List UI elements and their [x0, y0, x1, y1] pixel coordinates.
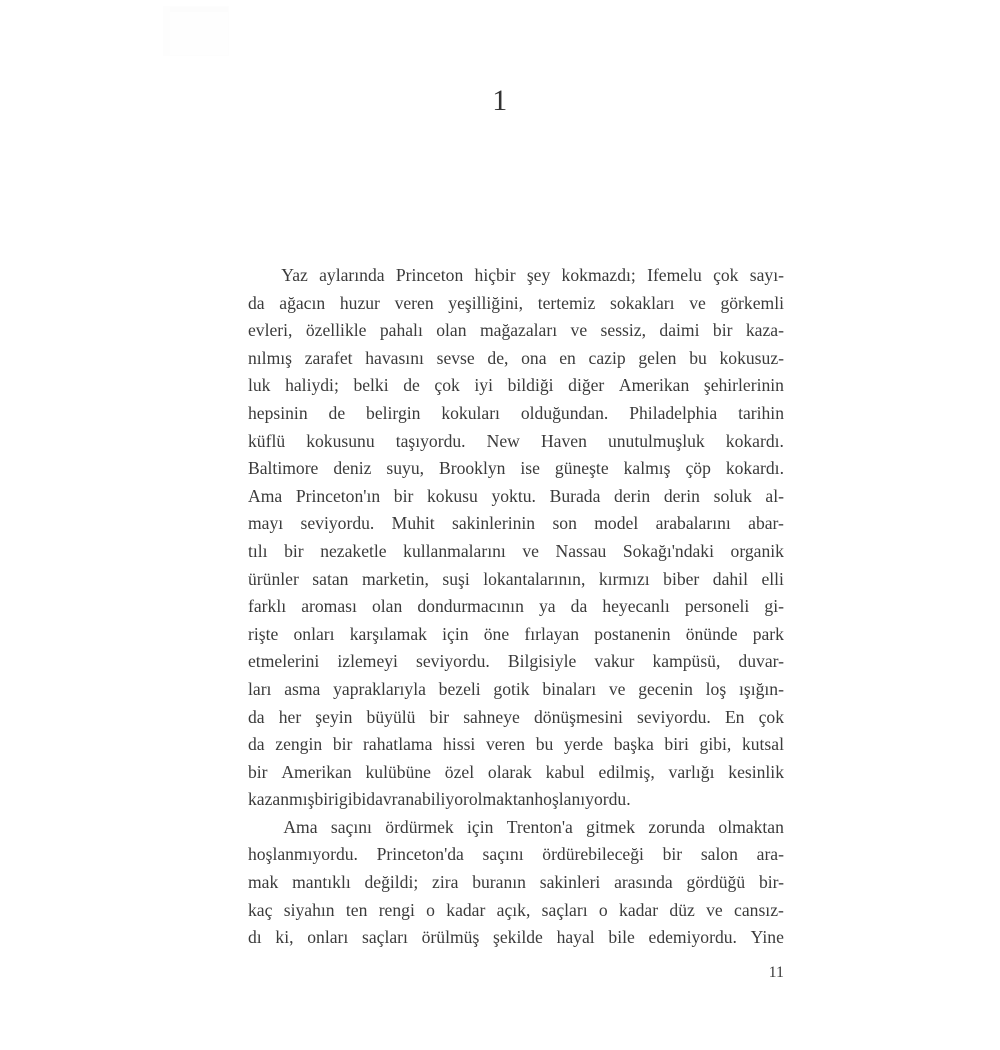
text-word: ürünler: [248, 568, 299, 589]
text-word: dondurmacının: [417, 596, 524, 617]
text-word: sevse: [436, 347, 475, 368]
text-word: park: [752, 623, 784, 644]
text-word: daimi: [659, 320, 700, 341]
text-word: kaç: [248, 899, 273, 920]
text-word: ördürmek: [385, 816, 454, 837]
text-word: biri: [664, 734, 689, 755]
text-line: [248, 317, 784, 345]
text-line: [248, 648, 784, 676]
text-word: kazanmış: [248, 789, 315, 810]
text-word: asma: [284, 678, 321, 699]
text-line: [248, 841, 784, 869]
text-word: dı: [248, 927, 262, 948]
text-word: ara-: [756, 844, 784, 865]
text-word: tılı: [248, 540, 268, 561]
text-word: bir: [712, 320, 733, 341]
text-word: düz: [669, 899, 695, 920]
text-line: [248, 290, 784, 318]
paragraph: [248, 814, 784, 952]
text-word: ya: [538, 596, 556, 617]
text-word: kadar: [619, 899, 659, 920]
text-word: postanenin: [594, 623, 671, 644]
text-word: onları: [293, 623, 335, 644]
text-word: şey: [526, 265, 551, 285]
text-word: iyi: [474, 375, 493, 396]
text-word: ona: [521, 347, 547, 368]
text-word: bir: [662, 844, 683, 865]
text-line: [248, 262, 784, 290]
text-word: Amerikan: [281, 761, 352, 782]
text-word: heyecanlı: [602, 596, 670, 617]
text-word: özel: [444, 761, 475, 782]
text-word: rişte: [248, 623, 279, 644]
text-word: bu: [535, 734, 554, 755]
text-word: sessiz,: [600, 320, 646, 341]
text-word: kırmızı: [598, 568, 650, 589]
text-word: Yine: [750, 927, 784, 948]
text-word: organik: [730, 540, 784, 561]
text-word: olan: [436, 320, 467, 341]
text-word: unutulmuşluk: [607, 430, 705, 451]
text-word: bir-: [758, 872, 784, 893]
text-word: ve: [608, 678, 626, 699]
text-word: edemiyordu.: [648, 927, 737, 948]
text-word: ağacın: [279, 292, 326, 313]
text-word: gecenin: [638, 678, 693, 699]
text-word: kokusunu: [306, 430, 375, 451]
text-word: pahalı: [379, 320, 423, 341]
paragraph: [248, 262, 784, 814]
text-word: gi-: [764, 596, 784, 617]
text-word: ve: [706, 899, 723, 920]
text-word: önünde: [685, 623, 738, 644]
text-line: [248, 372, 784, 400]
text-word: deniz: [333, 458, 372, 479]
text-word: kadar: [446, 899, 486, 920]
text-word: Baltimore: [248, 458, 319, 479]
text-line: [248, 593, 784, 621]
text-word: yerde: [563, 734, 604, 755]
text-word: Brooklyn: [438, 458, 506, 479]
text-word: veren: [485, 734, 526, 755]
text-line: [248, 869, 784, 897]
text-word: En: [724, 706, 745, 727]
text-line: [248, 814, 784, 842]
text-word: Ama: [248, 485, 283, 506]
text-word: cazip: [588, 347, 626, 368]
text-line: [248, 428, 784, 456]
text-word: ördürebileceği: [542, 844, 644, 865]
text-word: suyu,: [386, 458, 425, 479]
text-word: belki: [353, 375, 389, 396]
text-word: veren: [394, 292, 434, 313]
scan-artifact-icon: [163, 6, 229, 56]
text-word: hiçbir: [474, 265, 516, 285]
text-word: elli: [761, 568, 784, 589]
text-word: hayal: [556, 927, 595, 948]
text-word: seviyordu.: [300, 513, 375, 534]
text-word: şekilde: [493, 927, 543, 948]
text-word: bir: [332, 734, 353, 755]
text-word: de: [328, 402, 346, 423]
text-word: çok: [434, 375, 460, 396]
text-line: [248, 786, 784, 814]
text-word: olduğundan.: [520, 402, 609, 423]
text-word: hoşlanmıyordu.: [248, 844, 358, 865]
text-word: lokantalarının,: [483, 568, 586, 589]
text-word: olarak: [487, 761, 532, 782]
text-word: model: [594, 513, 639, 534]
text-word: kalmış: [623, 458, 671, 479]
text-word: ları: [248, 678, 272, 699]
text-word: seviyordu.: [416, 651, 490, 672]
text-word: seviyordu.: [637, 706, 711, 727]
text-word: bildiği: [507, 375, 554, 396]
text-word: mağazaları: [479, 320, 558, 341]
text-word: biber: [663, 568, 700, 589]
text-word: tarihin: [738, 402, 784, 423]
text-word: taşıyordu.: [395, 430, 466, 451]
text-line: [248, 704, 784, 732]
text-word: edilmiş,: [598, 761, 655, 782]
text-word: gibi: [338, 789, 367, 810]
text-word: şeyin: [315, 706, 353, 727]
text-word: tertemiz: [537, 292, 596, 313]
text-word: öne: [483, 623, 510, 644]
text-word: vakur: [594, 651, 635, 672]
text-word: için: [467, 816, 494, 837]
text-word: gibi,: [699, 734, 732, 755]
text-line: [248, 566, 784, 594]
text-word: Princeton'da: [376, 844, 464, 865]
text-word: kokusu: [426, 485, 478, 506]
text-word: dahil: [712, 568, 748, 589]
text-word: ve: [522, 540, 539, 561]
text-word: her: [278, 706, 302, 727]
text-line: [248, 924, 784, 952]
text-word: zengin: [275, 734, 323, 755]
text-word: için: [442, 623, 469, 644]
text-word: kokuları: [441, 402, 500, 423]
text-word: saçını: [330, 816, 372, 837]
text-word: etmelerini: [248, 651, 320, 672]
text-word: nezaketle: [320, 540, 387, 561]
text-word: bir: [393, 485, 414, 506]
text-word: farklı: [248, 596, 287, 617]
text-word: varlığı: [668, 761, 715, 782]
text-word: ten: [345, 899, 368, 920]
text-word: Trenton'a: [506, 816, 573, 837]
text-word: aylarında: [319, 265, 385, 285]
text-word: zira: [432, 872, 459, 893]
text-word: New: [486, 430, 520, 451]
text-word: ve: [689, 292, 706, 313]
text-word: kabul: [545, 761, 585, 782]
text-word: Amerikan: [618, 375, 690, 396]
text-line: [248, 621, 784, 649]
text-word: sakinleri: [539, 872, 601, 893]
text-word: o: [598, 899, 608, 920]
text-word: huzur: [339, 292, 380, 313]
text-word: personeli: [684, 596, 750, 617]
text-word: marketin,: [361, 568, 429, 589]
text-word: Muhit: [391, 513, 435, 534]
text-word: diğer: [568, 375, 605, 396]
text-word: davranabiliyor: [366, 789, 469, 810]
text-word: de: [403, 375, 420, 396]
text-line: [248, 510, 784, 538]
text-word: fırlayan: [524, 623, 580, 644]
text-word: kokardı.: [725, 430, 784, 451]
text-word: karşılamak: [349, 623, 427, 644]
text-word: kokmazdı;: [561, 265, 636, 285]
text-word: çöp: [685, 458, 711, 479]
text-word: havasını: [365, 347, 424, 368]
text-word: mak: [248, 872, 279, 893]
text-word: saçları: [541, 899, 588, 920]
text-word: aroması: [301, 596, 357, 617]
text-word: bir: [284, 540, 304, 561]
text-word: da: [248, 706, 265, 727]
text-line: [248, 400, 784, 428]
text-word: Ifemelu: [647, 265, 702, 285]
text-word: arasında: [614, 872, 673, 893]
text-word: onları: [307, 927, 349, 948]
text-word: buranın: [472, 872, 526, 893]
text-word: şehirlerinin: [703, 375, 784, 396]
text-word: yapraklarıyla: [333, 678, 426, 699]
text-line: [248, 455, 784, 483]
text-word: başka: [613, 734, 654, 755]
text-word: satan: [312, 568, 349, 589]
text-word: bir: [429, 706, 450, 727]
text-word: rahatlama: [363, 734, 433, 755]
text-word: Philadelphia: [629, 402, 718, 423]
text-word: çok: [758, 706, 784, 727]
text-word: izlemeyi: [337, 651, 398, 672]
text-word: kokusuz-: [719, 347, 784, 368]
text-word: al-: [765, 485, 784, 506]
text-word: dönüşmesini: [533, 706, 623, 727]
text-word: sahneye: [463, 706, 520, 727]
text-word: görkemli: [720, 292, 784, 313]
text-word: çok: [713, 265, 739, 285]
text-word: bir: [248, 761, 268, 782]
text-word: kesinlik: [728, 761, 784, 782]
text-word: da: [248, 734, 265, 755]
text-word: kaza-: [745, 320, 784, 341]
text-word: soluk: [713, 485, 752, 506]
text-word: son: [552, 513, 577, 534]
text-word: o: [426, 899, 435, 920]
text-word: loş: [705, 678, 727, 699]
text-word: nılmış: [248, 347, 292, 368]
text-word: derin: [663, 485, 700, 506]
text-word: saçını: [482, 844, 524, 865]
text-word: duvar-: [738, 651, 784, 672]
body-text-block: [248, 262, 784, 952]
text-word: ışığın-: [738, 678, 784, 699]
text-word: olmaktan: [468, 789, 535, 810]
text-word: sokakları: [610, 292, 675, 313]
text-word: haliydi;: [285, 375, 339, 396]
text-word: siyahın: [283, 899, 335, 920]
text-word: ise: [520, 458, 540, 479]
text-word: biri: [314, 789, 339, 810]
text-word: ve: [570, 320, 588, 341]
text-word: kulübüne: [365, 761, 431, 782]
text-line: [248, 676, 784, 704]
text-word: gotik: [493, 678, 530, 699]
text-line: [248, 538, 784, 566]
text-word: Bilgisiyle: [507, 651, 577, 672]
text-word: gelen: [638, 347, 677, 368]
text-word: kutsal: [741, 734, 784, 755]
text-word: salon: [700, 844, 738, 865]
text-word: Nassau: [555, 540, 607, 561]
text-word: kampüsü,: [652, 651, 721, 672]
text-word: yoktu.: [491, 485, 536, 506]
text-word: açık,: [496, 899, 531, 920]
text-word: sayı-: [749, 265, 784, 285]
text-word: gitmek: [586, 816, 636, 837]
text-word: zarafet: [304, 347, 353, 368]
text-word: bu: [689, 347, 707, 368]
text-word: suşi: [442, 568, 470, 589]
text-word: evleri,: [248, 320, 293, 341]
text-line: [248, 897, 784, 925]
text-word: Ama: [283, 816, 318, 837]
text-line: [248, 345, 784, 373]
text-word: binaları: [542, 678, 597, 699]
text-word: olmaktan: [718, 816, 784, 837]
text-word: değildi;: [364, 872, 419, 893]
text-word: kokardı.: [725, 458, 784, 479]
text-word: Yaz: [281, 265, 308, 285]
text-word: en: [559, 347, 576, 368]
text-word: mayı: [248, 513, 284, 534]
text-word: Princeton'ın: [295, 485, 381, 506]
text-word: büyülü: [366, 706, 416, 727]
text-word: hoşlanıyordu.: [534, 789, 631, 810]
text-word: örülmüş: [421, 927, 480, 948]
text-word: yeşilliğini,: [448, 292, 524, 313]
text-word: ki,: [275, 927, 294, 948]
text-word: belirgin: [366, 402, 421, 423]
text-word: hissi: [443, 734, 476, 755]
text-line: [248, 759, 784, 787]
text-word: küflü: [248, 430, 286, 451]
text-word: kullanmalarını: [403, 540, 506, 561]
text-word: hepsinin: [248, 402, 308, 423]
text-word: bezeli: [438, 678, 481, 699]
text-word: abar-: [748, 513, 784, 534]
page-number: 11: [768, 964, 784, 981]
text-word: saçları: [361, 927, 408, 948]
text-word: Haven: [540, 430, 587, 451]
text-word: güneşte: [554, 458, 609, 479]
text-word: bile: [608, 927, 635, 948]
text-word: özellikle: [305, 320, 367, 341]
text-word: sakinlerinin: [452, 513, 536, 534]
text-word: zorunda: [648, 816, 706, 837]
text-word: Princeton: [395, 265, 464, 285]
text-word: rengi: [378, 899, 415, 920]
text-word: cansız-: [734, 899, 784, 920]
text-word: derin: [614, 485, 651, 506]
text-word: olan: [371, 596, 403, 617]
text-line: [248, 731, 784, 759]
text-line: [248, 483, 784, 511]
text-word: mantıklı: [292, 872, 351, 893]
text-word: da: [248, 292, 265, 313]
text-word: de,: [487, 347, 509, 368]
text-word: arabalarını: [655, 513, 731, 534]
text-word: Burada: [549, 485, 601, 506]
text-word: da: [570, 596, 588, 617]
text-word: Sokağı'ndaki: [622, 540, 714, 561]
text-word: gördüğü: [686, 872, 746, 893]
text-word: luk: [248, 375, 271, 396]
chapter-number: 1: [492, 84, 508, 117]
